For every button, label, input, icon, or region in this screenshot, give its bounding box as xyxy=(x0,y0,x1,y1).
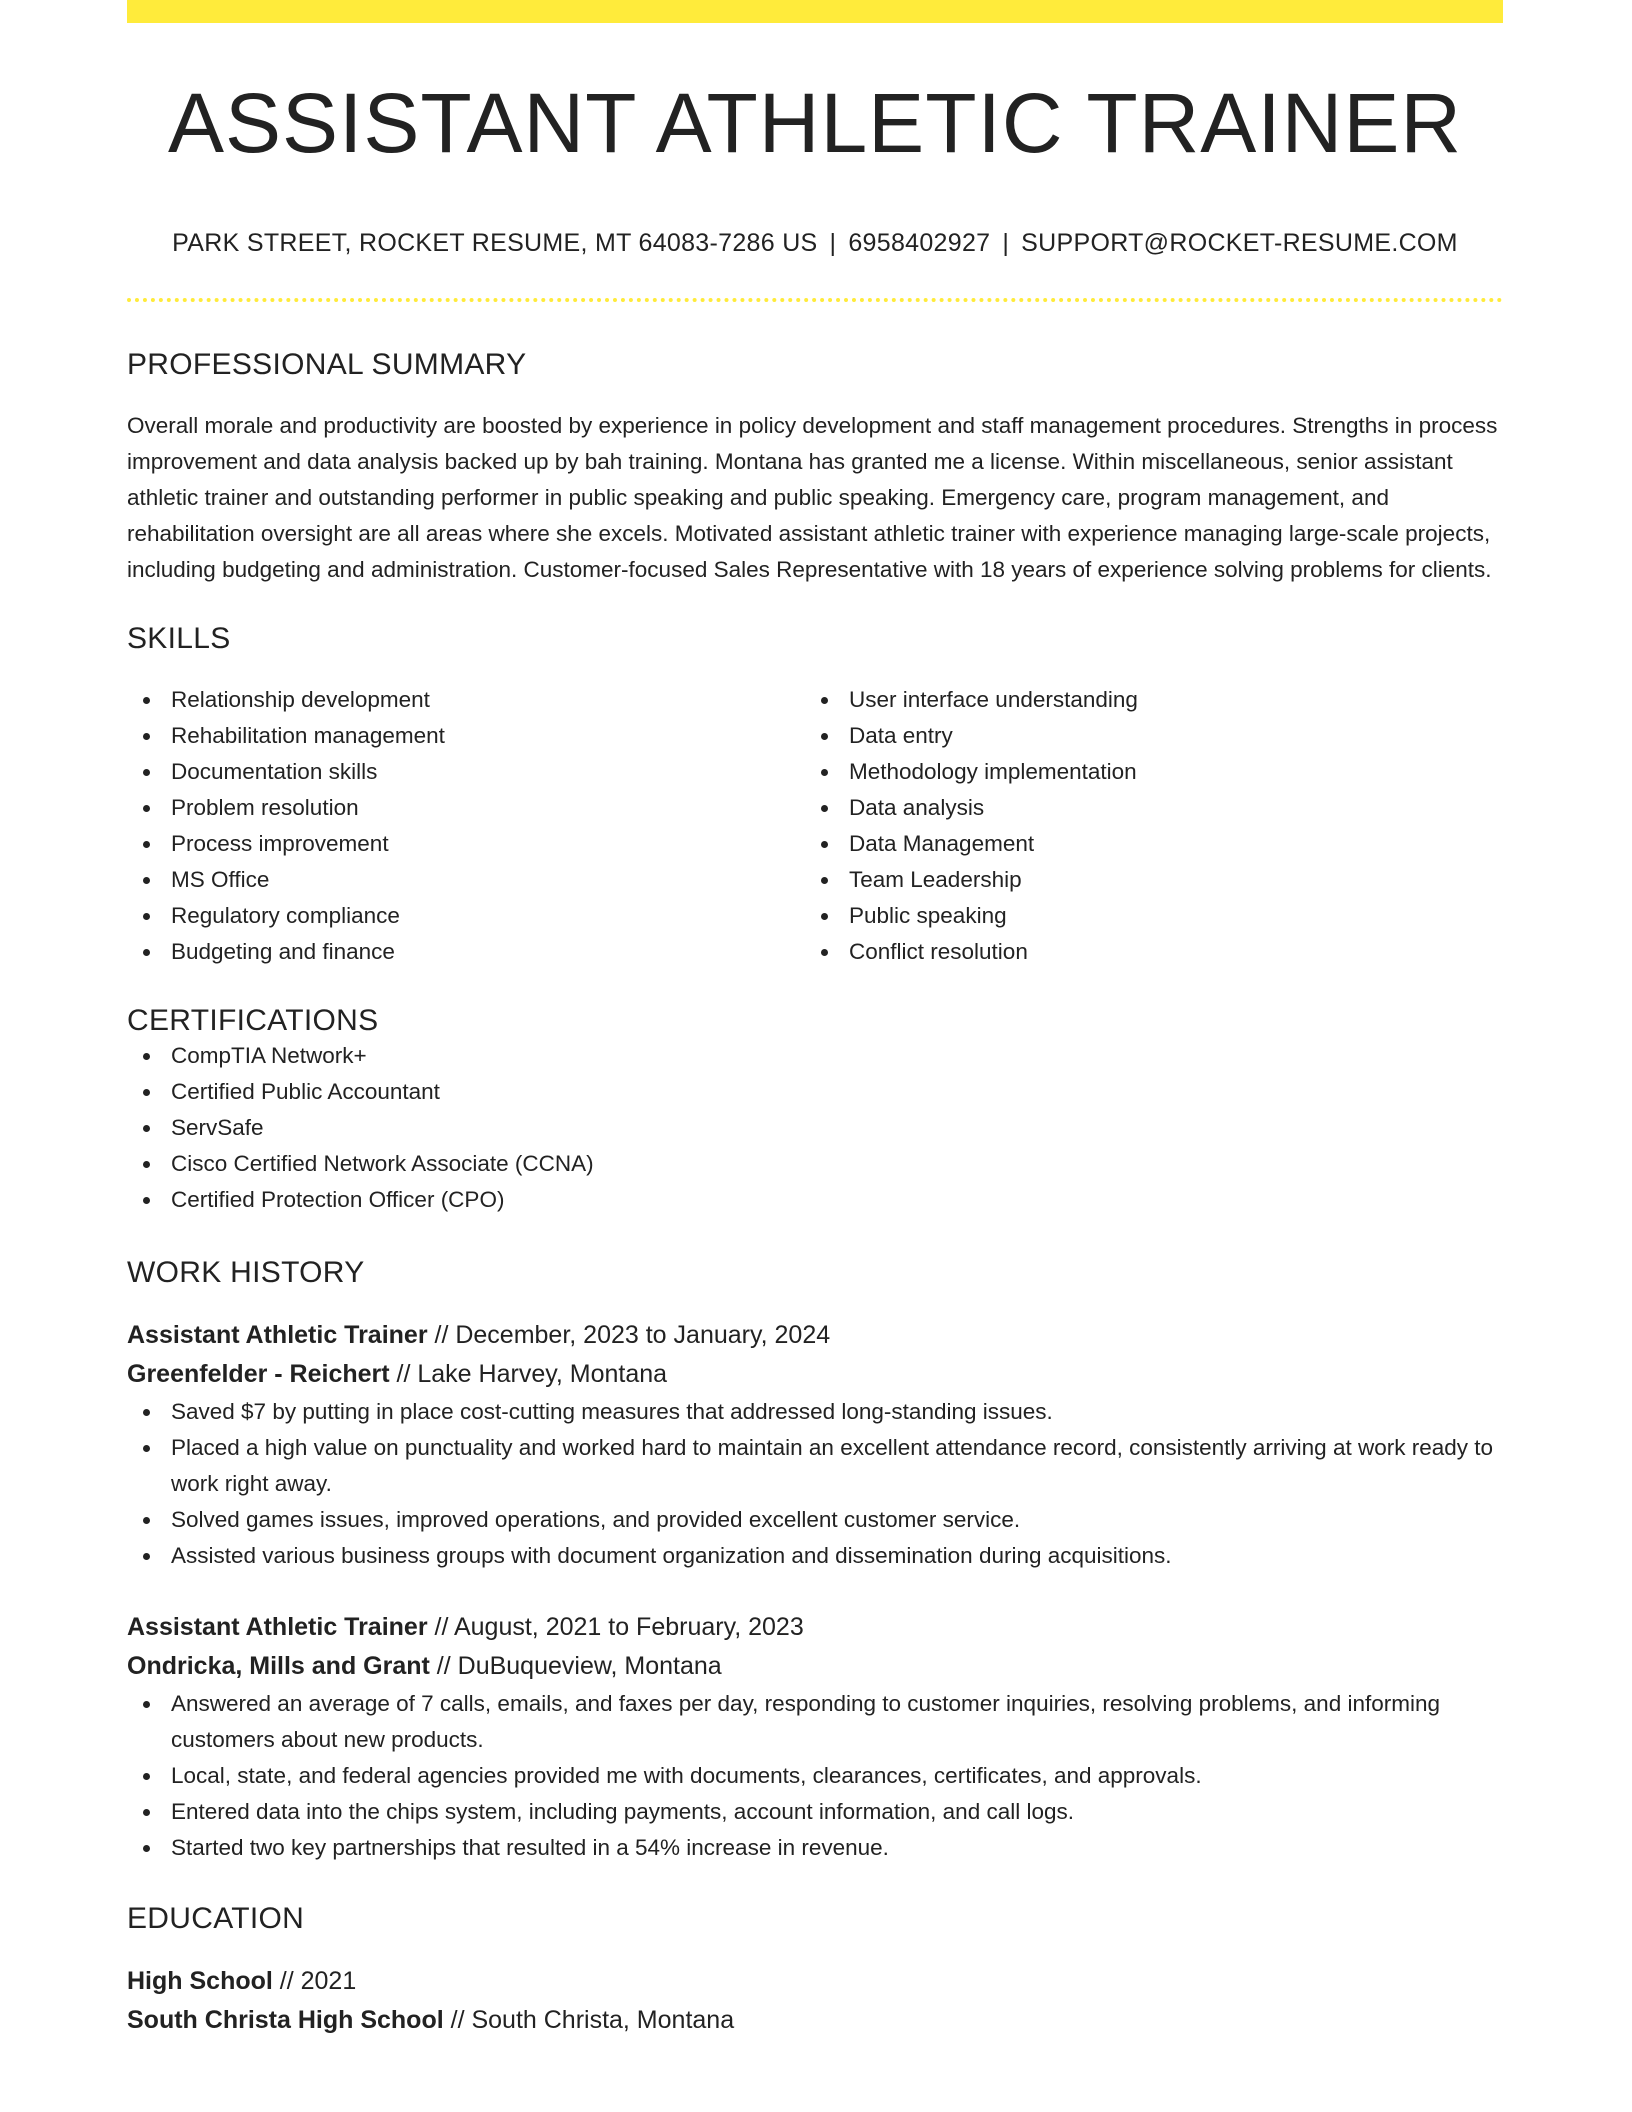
contact-line xyxy=(127,229,1503,258)
skill-item: Rehabilitation management xyxy=(127,718,805,754)
job-bullets xyxy=(127,1686,1503,1866)
job-dates: // December, 2023 to January, 2024 xyxy=(427,1321,831,1349)
skill-item: User interface understanding xyxy=(805,682,1483,718)
job-company: Ondricka, Mills and Grant xyxy=(127,1652,430,1680)
education-heading: EDUCATION xyxy=(127,1902,305,1935)
skill-item: Team Leadership xyxy=(805,862,1483,898)
skills-heading: SKILLS xyxy=(127,622,231,655)
skill-item: Relationship development xyxy=(127,682,805,718)
job-title-line xyxy=(127,1608,1503,1647)
job-bullet: Solved games issues, improved operations, and provided excellent customer service. xyxy=(127,1502,1503,1538)
contact-separator: | xyxy=(829,229,837,257)
education-degree: High School xyxy=(127,1967,273,1995)
contact-phone: 6958402927 xyxy=(848,229,991,257)
contact-address: PARK STREET, ROCKET RESUME, MT 64083-7286 US xyxy=(172,229,818,257)
education-school-line xyxy=(127,2001,1503,2040)
job-bullet: Assisted various business groups with document organization and dissemination during acquisitions. xyxy=(127,1538,1503,1574)
work-history-section xyxy=(127,1256,1503,1866)
skill-item: Process improvement xyxy=(127,826,805,862)
job-dates: // August, 2021 to February, 2023 xyxy=(427,1613,804,1641)
skill-item: Data Management xyxy=(805,826,1483,862)
work-history-heading: WORK HISTORY xyxy=(127,1256,365,1289)
job-bullet: Answered an average of 7 calls, emails, and faxes per day, responding to customer inquiries, resolving problems, and informing customers about new products. xyxy=(127,1686,1503,1758)
summary-section xyxy=(127,348,1503,588)
job-bullet: Saved $7 by putting in place cost-cutting measures that addressed long-standing issues. xyxy=(127,1394,1503,1430)
education-degree-line xyxy=(127,1962,1503,2001)
job-entry xyxy=(127,1608,1503,1866)
certification-item: Certified Protection Officer (CPO) xyxy=(127,1182,1503,1218)
contact-separator: | xyxy=(1002,229,1010,257)
skill-item: Documentation skills xyxy=(127,754,805,790)
summary-text: Overall morale and productivity are boosted by experience in policy development and staff management procedures. Strengths in process improvement and data analysis backed up by bah training. Montana has granted me a license. Within miscellaneous, senior assistant athletic trainer and outstanding performer in public speaking and public speaking. Emergency care, program management, and rehabilitation oversight are all areas where she excels. Motivated assistant athletic trainer with experience managing large-scale projects, including budgeting and administration. Customer-focused Sales Representative with 18 years of experience solving problems for clients. xyxy=(127,413,1498,582)
education-school: South Christa High School xyxy=(127,2006,444,2034)
skill-item: MS Office xyxy=(127,862,805,898)
resume-title: ASSISTANT ATHLETIC TRAINER xyxy=(167,76,1463,170)
contact-email: SUPPORT@ROCKET-RESUME.COM xyxy=(1021,229,1458,257)
resume-page xyxy=(127,0,1503,2040)
skills-column-left xyxy=(127,682,805,970)
skill-item: Methodology implementation xyxy=(805,754,1483,790)
skill-item: Data analysis xyxy=(805,790,1483,826)
job-company-line xyxy=(127,1355,1503,1394)
job-role: Assistant Athletic Trainer xyxy=(127,1321,428,1349)
job-bullet: Placed a high value on punctuality and worked hard to maintain an excellent attendance record, consistently arriving at work ready to work right away. xyxy=(127,1430,1503,1502)
skill-item: Data entry xyxy=(805,718,1483,754)
job-location: // DuBuqueview, Montana xyxy=(429,1652,722,1680)
job-location: // Lake Harvey, Montana xyxy=(389,1360,668,1388)
job-role: Assistant Athletic Trainer xyxy=(127,1613,428,1641)
job-bullets xyxy=(127,1394,1503,1574)
skill-item: Budgeting and finance xyxy=(127,934,805,970)
education-year: // 2021 xyxy=(272,1967,357,1995)
certifications-section xyxy=(127,1004,1503,1218)
job-entry xyxy=(127,1316,1503,1574)
skills-columns xyxy=(127,682,1503,970)
job-bullet: Started two key partnerships that resulted in a 54% increase in revenue. xyxy=(127,1830,1503,1866)
certification-item: ServSafe xyxy=(127,1110,1503,1146)
certifications-heading: CERTIFICATIONS xyxy=(127,1004,379,1037)
job-bullet: Entered data into the chips system, including payments, account information, and call logs. xyxy=(127,1794,1503,1830)
certification-item: Certified Public Accountant xyxy=(127,1074,1503,1110)
summary-heading: PROFESSIONAL SUMMARY xyxy=(127,348,527,381)
job-bullet: Local, state, and federal agencies provided me with documents, clearances, certificates, and approvals. xyxy=(127,1758,1503,1794)
certification-item: CompTIA Network+ xyxy=(127,1038,1503,1074)
skills-column-right xyxy=(805,682,1483,970)
skills-section xyxy=(127,622,1503,970)
skill-item: Regulatory compliance xyxy=(127,898,805,934)
education-section xyxy=(127,1902,1503,2040)
education-location: // South Christa, Montana xyxy=(443,2006,735,2034)
skill-item: Public speaking xyxy=(805,898,1483,934)
job-company-line xyxy=(127,1647,1503,1686)
certifications-list xyxy=(127,1038,1503,1218)
job-title-line xyxy=(127,1316,1503,1355)
dotted-divider xyxy=(127,298,1503,302)
accent-top-bar xyxy=(127,0,1503,23)
job-company: Greenfelder - Reichert xyxy=(127,1360,390,1388)
skill-item: Conflict resolution xyxy=(805,934,1483,970)
certification-item: Cisco Certified Network Associate (CCNA) xyxy=(127,1146,1503,1182)
skill-item: Problem resolution xyxy=(127,790,805,826)
